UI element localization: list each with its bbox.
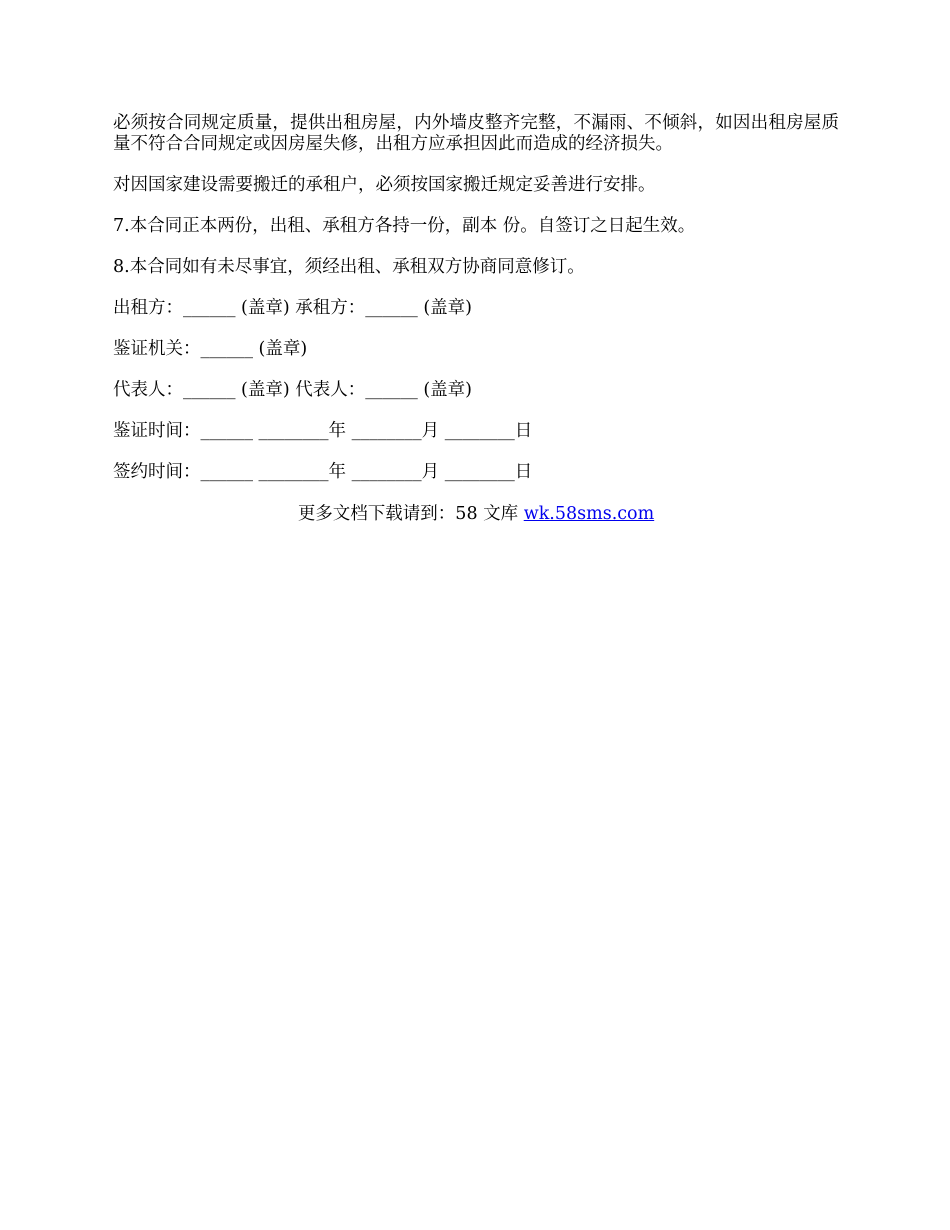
signature-representatives: 代表人：______ (盖章) 代表人：______ (盖章): [113, 380, 472, 400]
verification-date: 鉴证时间：______ ________年 ________月 ________日: [113, 421, 533, 441]
signature-authority: 鉴证机关：______ (盖章): [113, 339, 308, 359]
paragraph-quality: 必须按合同规定质量，提供出租房屋，内外墙皮整齐完整，不漏雨、不倾斜，如因出租房屋质量不符合合同规定或因房屋失修，出租方应承担因此而造成的经济损失。: [113, 113, 839, 154]
signing-date: 签约时间：______ ________年 ________月 ________日: [113, 462, 533, 482]
paragraph-clause-7: 7.本合同正本两份，出租、承租方各持一份，副本 份。自签订之日起生效。: [113, 216, 696, 236]
footer-link[interactable]: wk.58sms.com: [523, 504, 655, 524]
signature-lessor-lessee: 出租方：______ (盖章) 承租方：______ (盖章): [113, 298, 472, 318]
paragraph-relocation: 对因国家建设需要搬迁的承租户，必须按国家搬迁规定妥善进行安排。: [113, 175, 656, 195]
footer: [113, 504, 839, 525]
paragraph-clause-8: 8.本合同如有未尽事宜，须经出租、承租双方协商同意修订。: [113, 257, 585, 277]
footer-text: 更多文档下载请到：58 文库: [297, 504, 524, 524]
document-page: [113, 113, 839, 525]
